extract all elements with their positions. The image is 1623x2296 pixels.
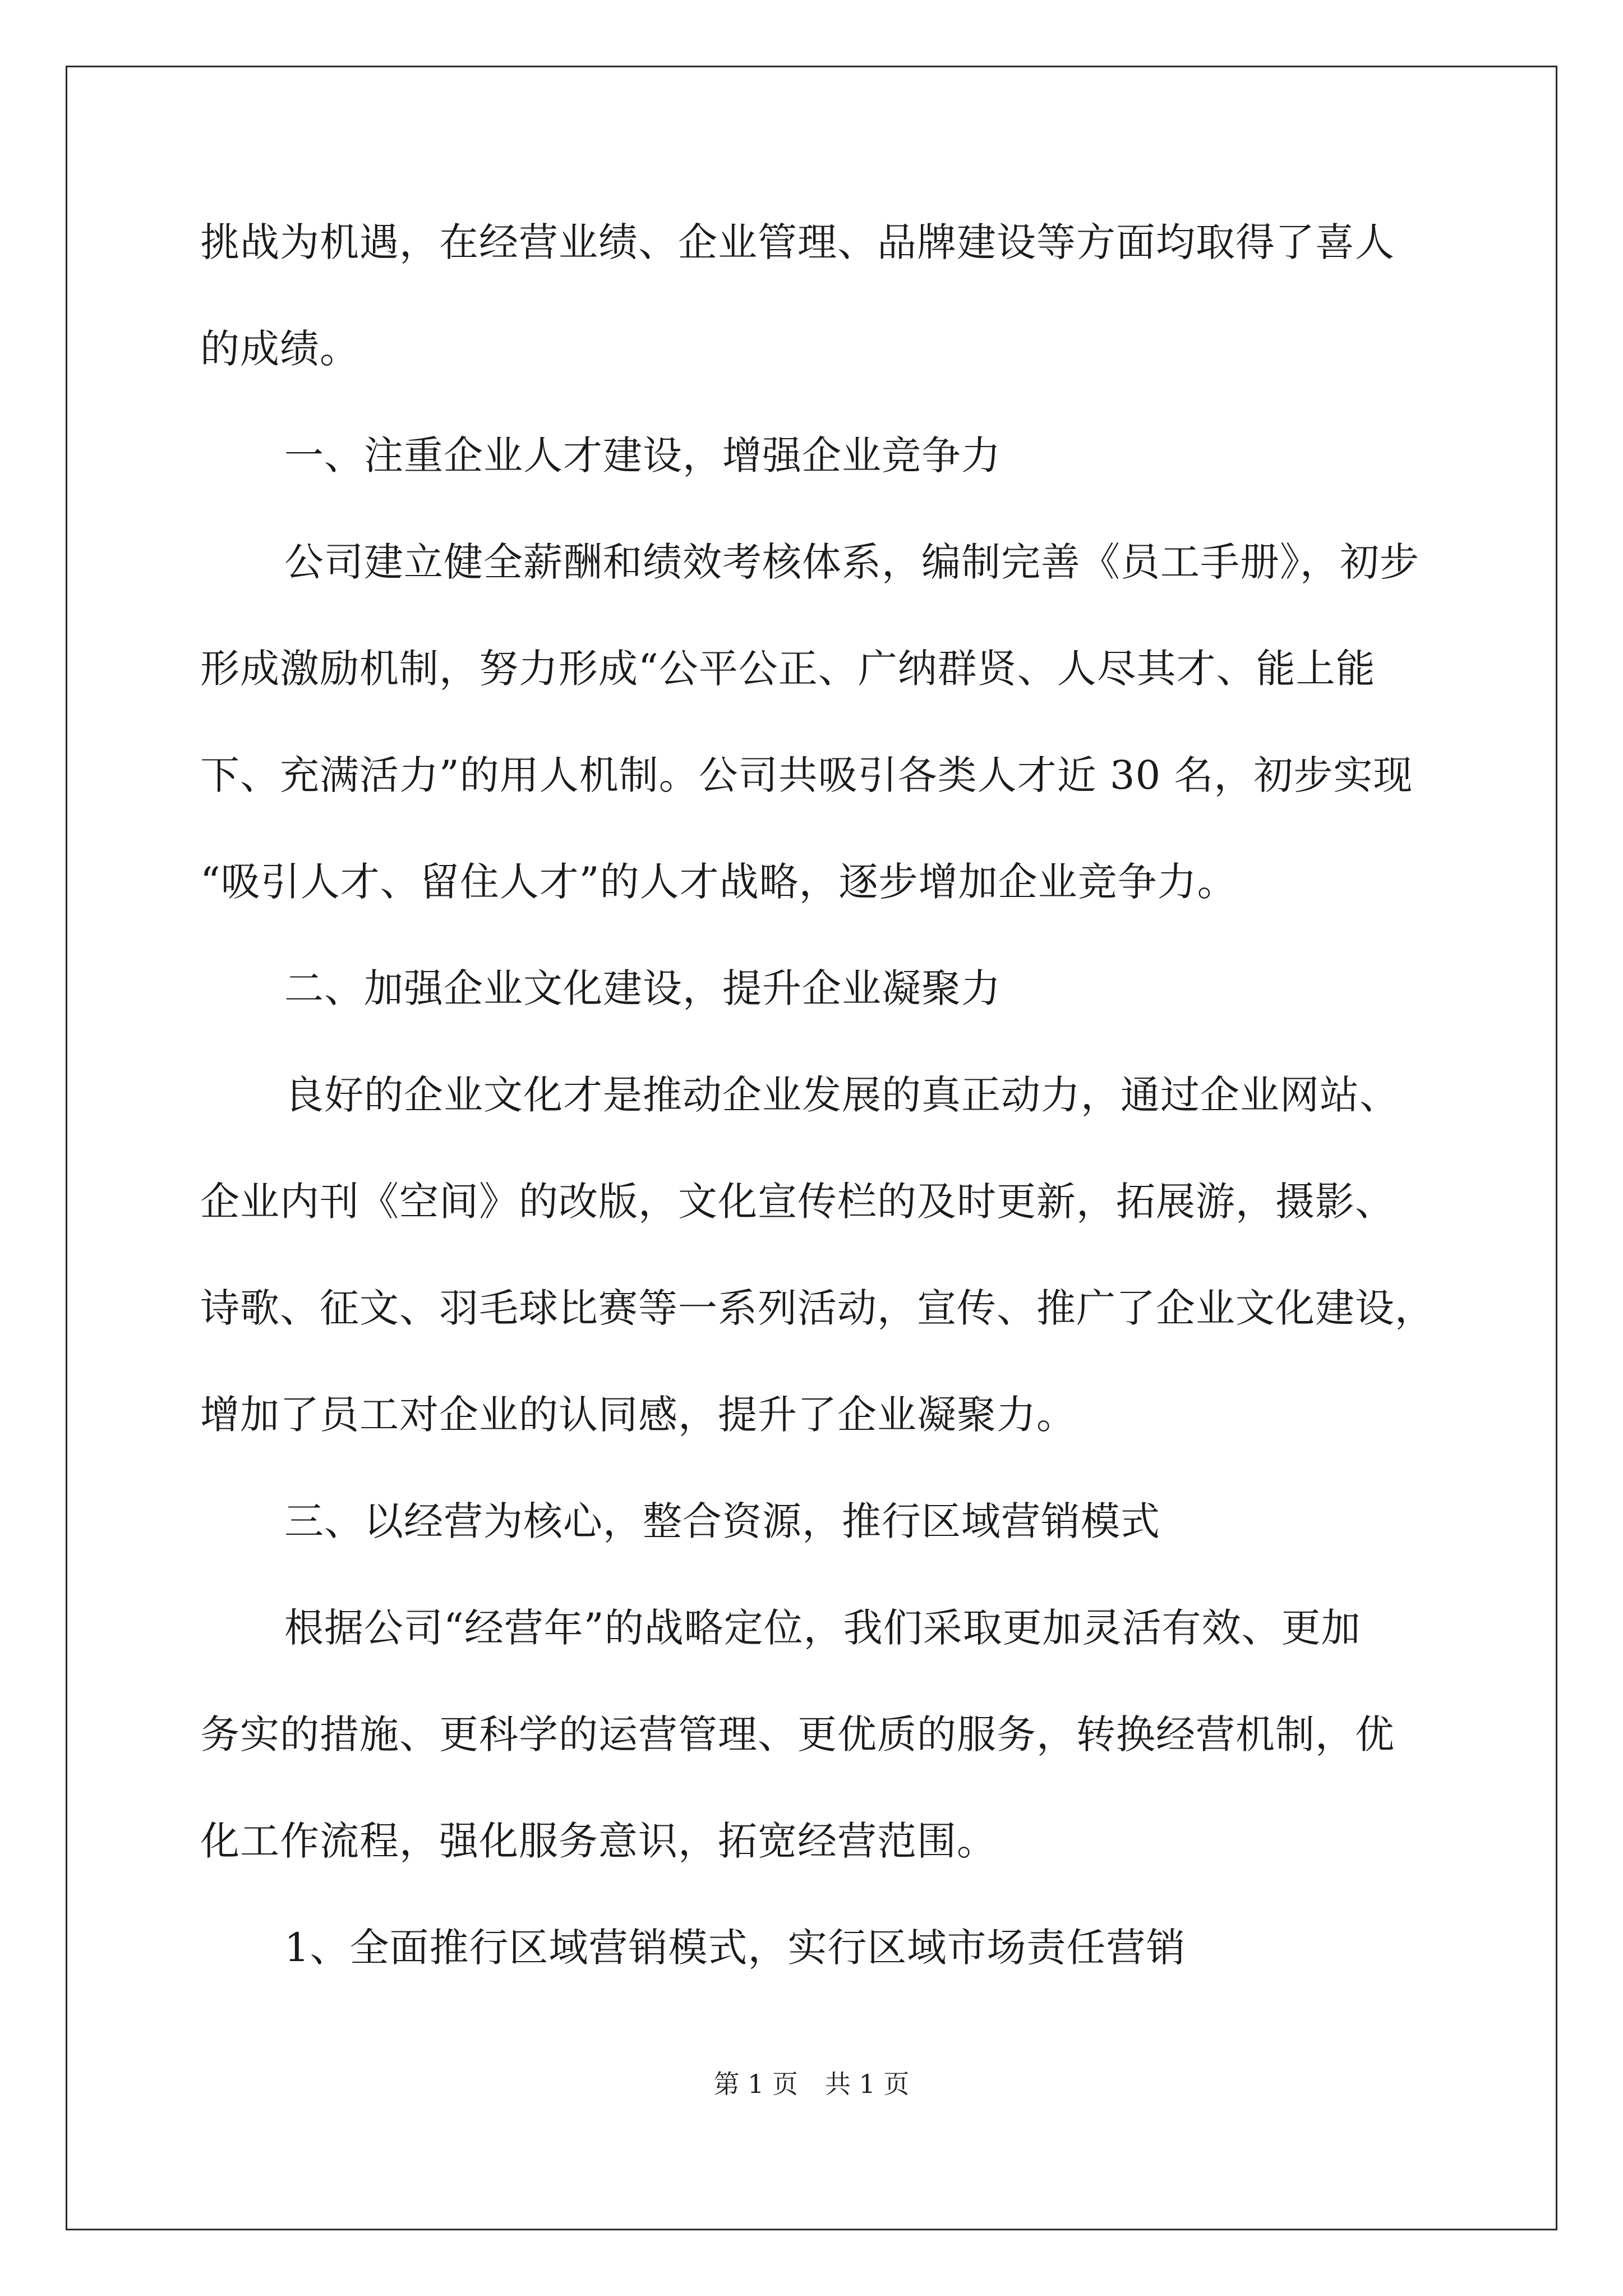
- text-line: 增加了员工对企业的认同感，提升了企业凝聚力。: [200, 1392, 1076, 1438]
- text-line: 根据公司“经营年”的战略定位，我们采取更加灵活有效、更加: [284, 1605, 1361, 1651]
- text-line: 的成绩。: [200, 326, 359, 372]
- page-border: [66, 66, 1557, 2230]
- section-heading: 三、以经营为核心，整合资源，推行区域营销模式: [284, 1498, 1160, 1544]
- section-heading: 二、加强企业文化建设，提升企业凝聚力: [284, 965, 1001, 1011]
- subsection-heading: 1、全面推行区域营销模式，实行区域市场责任营销: [284, 1925, 1186, 1971]
- text-line: 务实的措施、更科学的运营管理、更优质的服务，转换经营机制，优: [200, 1711, 1395, 1757]
- page-total: 共 1 页: [825, 2069, 910, 2099]
- text-line: 诗歌、征文、羽毛球比赛等一系列活动，宣传、推广了企业文化建设，: [200, 1285, 1435, 1331]
- text-line: 下、充满活力”的用人机制。公司共吸引各类人才近 30 名，初步实现: [200, 752, 1413, 798]
- page-footer: [0, 2067, 1623, 2101]
- section-heading: 一、注重企业人才建设，增强企业竞争力: [284, 432, 1001, 478]
- text-line: 挑战为机遇，在经营业绩、企业管理、品牌建设等方面均取得了喜人: [200, 219, 1395, 265]
- text-line: 公司建立健全薪酬和绩效考核体系，编制完善《员工手册》，初步: [284, 539, 1419, 585]
- page-number: 第 1 页: [713, 2069, 798, 2099]
- text-line: 形成激励机制，努力形成“公平公正、广纳群贤、人尽其才、能上能: [200, 646, 1376, 692]
- text-line: “吸引人才、留住人才”的人才战略，逐步增加企业竞争力。: [200, 859, 1237, 905]
- text-line: 企业内刊《空间》的改版，文化宣传栏的及时更新，拓展游，摄影、: [200, 1179, 1395, 1225]
- text-line: 良好的企业文化才是推动企业发展的真正动力，通过企业网站、: [284, 1072, 1399, 1118]
- text-line: 化工作流程，强化服务意识，拓宽经营范围。: [200, 1818, 997, 1864]
